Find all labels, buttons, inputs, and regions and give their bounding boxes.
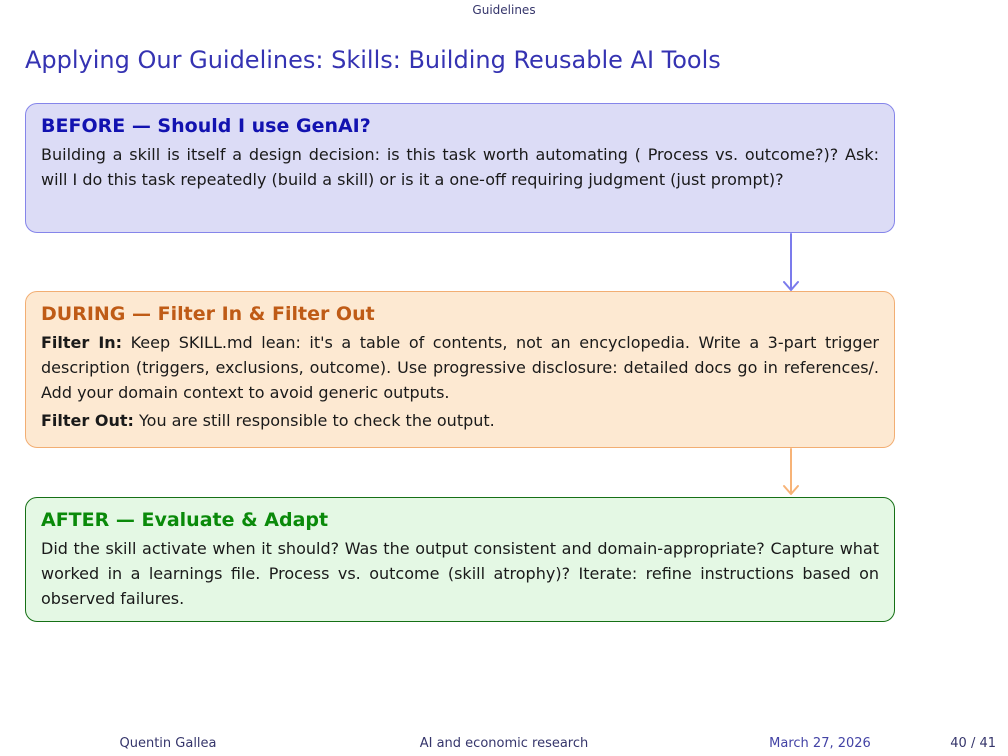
- footer-short-title: AI and economic research: [419, 736, 589, 751]
- during-box-title: DURING — Filter In & Filter Out: [41, 303, 375, 325]
- during-box-body: [41, 330, 879, 433]
- after-box: [25, 497, 895, 622]
- before-box-body: [41, 142, 879, 192]
- footer-date: March 27, 2026: [769, 736, 871, 751]
- section-header: Guidelines: [472, 3, 536, 17]
- during-box: [25, 291, 895, 448]
- before-box-title: BEFORE — Should I use GenAI?: [41, 115, 371, 137]
- before-box-paragraph: Building a skill is itself a design decision: is this task worth automating ( Process vs. outcome?)? Ask: will I do this task repeatedly (build a skill) or is it a one-off requiring judgment (just prompt)?: [41, 145, 879, 189]
- footer-author: Quentin Gallea: [119, 736, 217, 751]
- arrow-down-icon: [784, 234, 798, 290]
- after-box-body: [41, 536, 879, 611]
- filter-in-text: Keep SKILL.md lean: it's a table of contents, not an encyclopedia. Write a 3-part trigger description (triggers, exclusions, outcome). Use progressive disclosure: detailed docs go in references/. Add your domain context to avoid generic outputs.: [41, 333, 879, 402]
- arrow-during-to-after-icon: [781, 448, 801, 497]
- filter-in-label: Filter In:: [41, 333, 123, 352]
- slide-title: Applying Our Guidelines: Skills: Building Reusable AI Tools: [25, 46, 721, 74]
- before-box: [25, 103, 895, 233]
- footline: [0, 736, 1008, 756]
- arrow-down-icon: [784, 449, 798, 494]
- during-box-paragraph-filter-out: [41, 408, 879, 433]
- footer-page-number: 40 / 41: [950, 736, 996, 751]
- filter-out-text: You are still responsible to check the output.: [139, 411, 495, 430]
- filter-out-label: Filter Out:: [41, 411, 134, 430]
- after-box-paragraph: Did the skill activate when it should? Was the output consistent and domain-appropriate? Capture what worked in a learnings file. Process vs. outcome (skill atrophy)? Iterate: refine instructions based on observed failures.: [41, 539, 879, 608]
- arrow-before-to-during-icon: [781, 233, 801, 293]
- during-box-paragraph-filter-in: [41, 330, 879, 405]
- after-box-title: AFTER — Evaluate & Adapt: [41, 509, 329, 531]
